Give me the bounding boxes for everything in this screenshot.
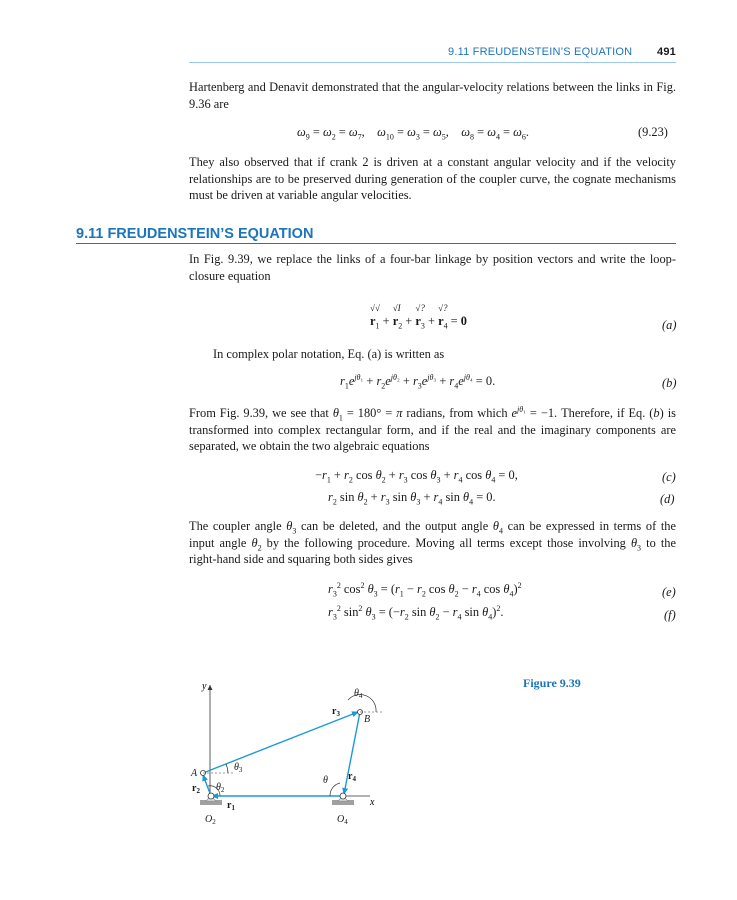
label-r1: $r_1$	[227, 800, 235, 812]
label-r3: $r_3$	[332, 706, 340, 718]
four-bar-linkage-figure	[180, 660, 410, 830]
equation-f-label: (f)	[664, 608, 676, 622]
equation-d-label: (d)	[660, 492, 675, 506]
label-b: B	[364, 714, 371, 725]
label-o2: $O_2$	[205, 814, 216, 826]
paragraph-intro: Hartenberg and Denavit demonstrated that the angular-velocity relations between the links in Fig. 9.36 are	[189, 80, 676, 111]
vector-r3	[203, 712, 358, 773]
equation-b-label: (b)	[662, 376, 677, 390]
equation-f: $r_3^2$ $\sin^2 \theta_3 = (-r_2$ $\sin \theta_2 - r_4$ $\sin \theta_4)^2$.	[328, 603, 504, 622]
page-number: 491	[657, 46, 676, 58]
equation-9-23-label: (9.23)	[638, 125, 668, 139]
equation-e-label: (e)	[662, 585, 676, 599]
equation-c-label: (c)	[662, 470, 676, 484]
theta3-arc	[226, 764, 228, 773]
label-theta2: $\theta_2$	[216, 782, 225, 794]
paragraph-cognate: They also observed that if crank 2 is driven at a constant angular velocity and if the velocity relationships are to be preserved during generation of the coupler curve, the cognate mechanisms must be driven at variable angular velocities.	[189, 155, 676, 203]
label-a: A	[191, 768, 198, 779]
theta1-arc	[330, 783, 340, 796]
header-rule	[189, 62, 676, 63]
paragraph-complex-polar: In complex polar notation, Eq. (a) is written as	[213, 347, 445, 361]
x-axis-label: x	[370, 797, 375, 808]
running-head-title: 9.11 FREUDENSTEIN’S EQUATION	[448, 46, 633, 58]
section-heading: 9.11 FREUDENSTEIN’S EQUATION	[76, 226, 314, 242]
running-head	[448, 46, 676, 58]
label-theta4: $\theta_4$	[354, 688, 363, 700]
paragraph-rectangular: From Fig. 9.39, we see that $\theta_1 = 180^\circ = \pi$ radians, from which $e^{j\theta_1} = -1$. Therefore, if Eq. (b) is transformed into complex rectangular form, and if the real and the imaginary components are separated, we obtain the two algebraic equations	[189, 404, 676, 454]
equation-b: $r_1e^{j\theta_1} + r_2e^{j\theta_2} + r_3e^{j\theta_3} + r_4e^{j\theta_4} = 0$.	[340, 372, 496, 391]
equation-c: $-r_1 + r_2$ $\cos \theta_2 + r_3$ $\cos \theta_3 + r_4$ $\cos \theta_4 = 0$,	[315, 468, 518, 485]
equation-a-label: (a)	[662, 318, 677, 332]
y-axis-label: y	[202, 681, 207, 692]
paragraph-coupler-angle: The coupler angle $\theta_3$ can be deleted, and the output angle $\theta_4$ can be expressed in terms of the input angle $\theta_2$ by the following procedure. Moving all terms except those involving $\theta_3$ to the right-hand side and squaring both sides gives	[189, 519, 676, 567]
label-theta3: $\theta_3$	[234, 762, 243, 774]
equation-e: $r_3^2$ $\cos^2 \theta_3 = (r_1 - r_2$ $\cos \theta_2 - r_4$ $\cos \theta_4)^2$	[328, 580, 522, 599]
label-r4: $r_4$	[348, 771, 356, 783]
label-o4: $O_4$	[337, 814, 348, 826]
paragraph-loop-closure: In Fig. 9.39, we replace the links of a four-bar linkage by position vectors and write the loop-closure equation	[189, 252, 676, 283]
section-rule	[76, 243, 676, 244]
equation-a: √√ $r_1$ + √I $r_2$ + √? $r_3$ + √? $r_4 = 0$	[370, 303, 467, 331]
label-r2: $r_2$	[192, 783, 200, 795]
pin-o4	[340, 793, 346, 799]
pin-o2	[208, 793, 214, 799]
label-theta1: θ	[323, 775, 328, 786]
equation-9-23: $\omega_9 = \omega_2 = \omega_7$, $\omega_{10} = \omega_3 = \omega_5$, $\omega_8 = \omega_4 = \omega_6$.	[297, 125, 529, 142]
figure-caption: Figure 9.39	[523, 676, 581, 690]
equation-d: $r_2$ $\sin \theta_2 + r_3$ $\sin \theta_3 + r_4$ $\sin \theta_4 = 0$.	[328, 490, 496, 507]
